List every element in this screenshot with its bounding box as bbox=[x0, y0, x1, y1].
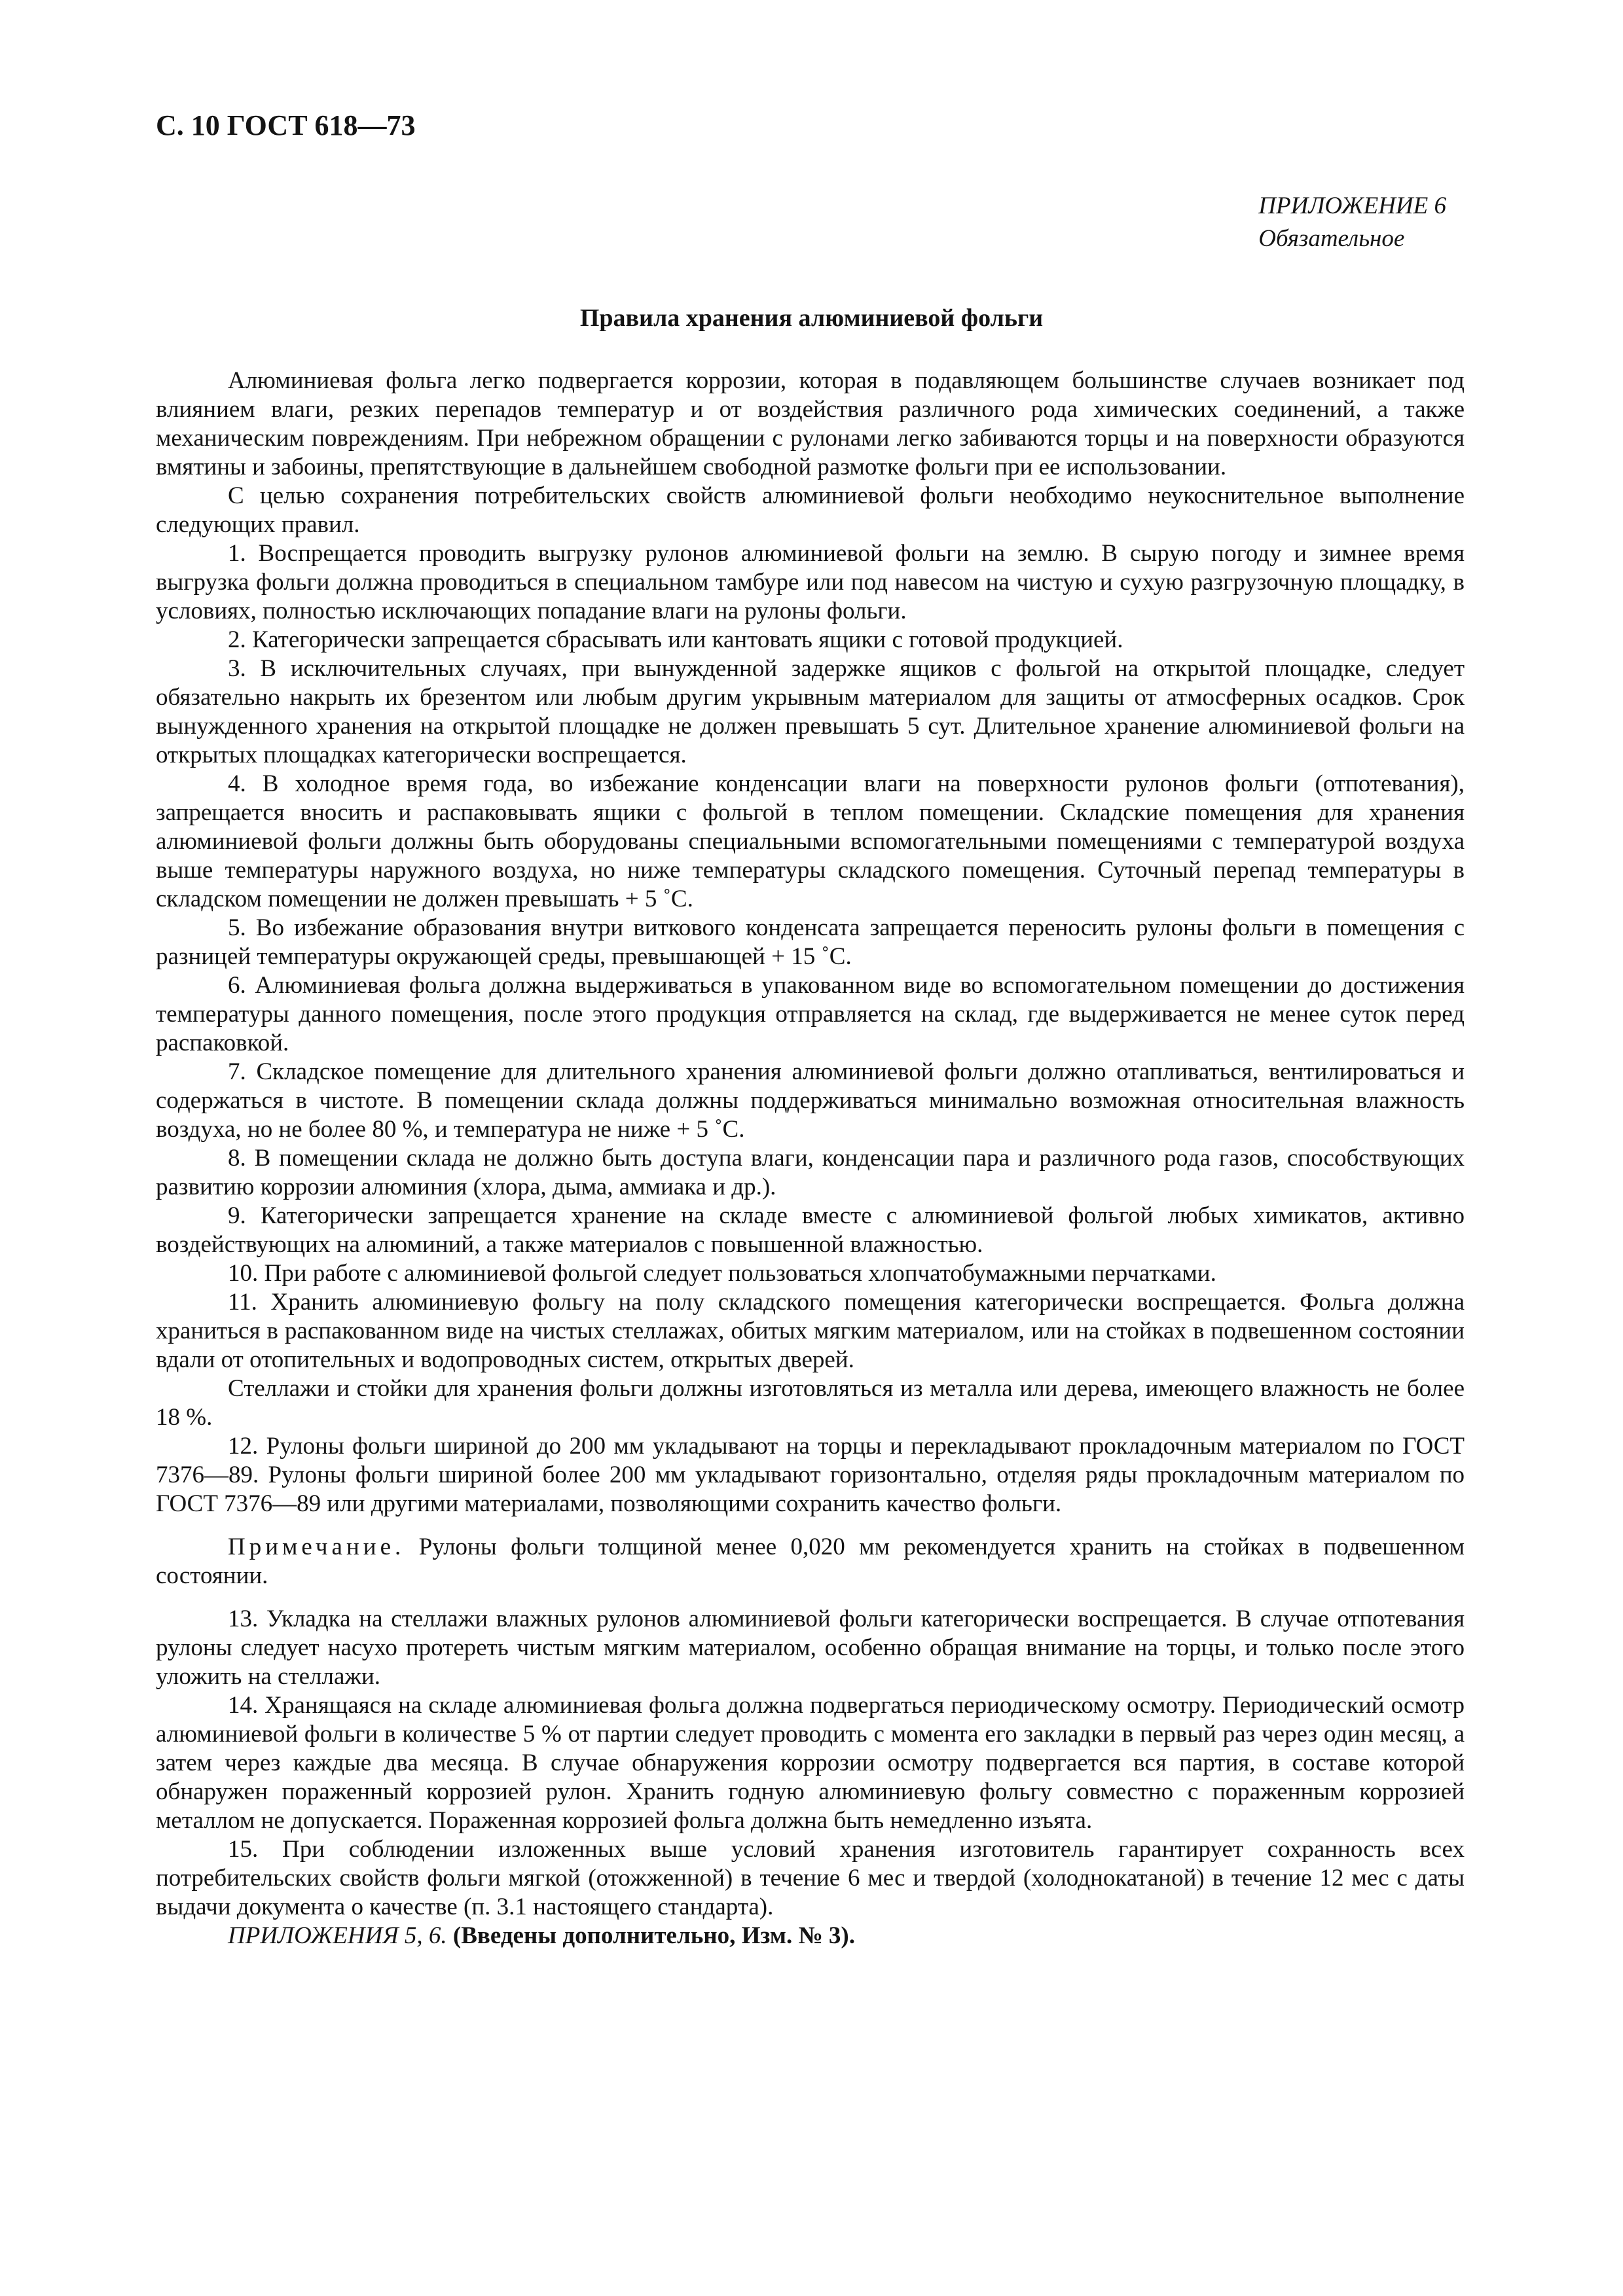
note-paragraph bbox=[156, 1533, 1465, 1590]
rule-4: 4. В холодное время года, во избежание конденсации влаги на поверхности рулонов фольги (отпотевания), запрещается вносить и распаковывать ящики с фольгой в теплом помещении. Складские помещения для хранения алюминиевой фольги должны быть оборудованы специальными вспомогательными помещениями с температурой воздуха выше температуры наружного воздуха, но ниже температуры складского помещения. Суточный перепад температуры в складском помещении не должен превышать + 5 ˚С. bbox=[156, 770, 1465, 912]
rule-5: 5. Во избежание образования внутри виткового конденсата запрещается переносить рулоны фольги в помещения с разницей температуры окружающей среды, превышающей + 15 ˚С. bbox=[156, 914, 1465, 970]
running-head: С. 10 ГОСТ 618—73 bbox=[156, 109, 416, 141]
rule-2: 2. Категорически запрещается сбрасывать или кантовать ящики с готовой продукцией. bbox=[228, 626, 1123, 653]
document-body bbox=[156, 367, 1465, 1950]
rule-10: 10. При работе с алюминиевой фольгой следует пользоваться хлопчатобумажными перчатками. bbox=[228, 1260, 1216, 1287]
intro-paragraph: Алюминиевая фольга легко подвергается коррозии, которая в подавляющем большинстве случаев возникает под влиянием влаги, резких перепадов температур и от воздействия различного рода химических соединений, а также механическим повреждениям. При небрежном обращении с рулонами легко забиваются торцы и на поверхности образуются вмятины и забоины, препятствующие в дальнейшем свободной размотке фольги при ее использовании. bbox=[156, 367, 1465, 480]
amendment-text: (Введены дополнительно, Изм. № 3). bbox=[452, 1922, 855, 1949]
intro-paragraph: С целью сохранения потребительских свойств алюминиевой фольги необходимо неукоснительное выполнение следующих правил. bbox=[156, 482, 1465, 538]
rule-9: 9. Категорически запрещается хранение на складе вместе с алюминиевой фольгой любых химикатов, активно воздействующих на алюминий, а также материалов с повышенной влажностью. bbox=[156, 1202, 1465, 1258]
rule-11: 11. Хранить алюминиевую фольгу на полу складского помещения категорически воспрещается. Фольга должна храниться в распакованном виде на чистых стеллажах, обитых мягким материалом, или на стойках в подвешенном состоянии вдали от отопительных и водопроводных систем, открытых дверей. bbox=[156, 1289, 1465, 1373]
appendix-label-block bbox=[1258, 190, 1446, 255]
note-label: Примечание. bbox=[228, 1534, 405, 1560]
rule-1: 1. Воспрещается проводить выгрузку рулонов алюминиевой фольги на землю. В сырую погоду и зимнее время выгрузка фольги должна проводиться в специальном тамбуре или под навесом на чистую и сухую разгрузочную площадку, в условиях, полностью исключающих попадание влаги на рулоны фольги. bbox=[156, 540, 1465, 624]
document-title: Правила хранения алюминиевой фольги bbox=[579, 304, 1044, 332]
rule-11-continuation: Стеллажи и стойки для хранения фольги должны изготовляться из металла или дерева, имеющего влажность не более 18 %. bbox=[156, 1375, 1465, 1431]
amendment-appendices: ПРИЛОЖЕНИЯ 5, 6. bbox=[228, 1922, 447, 1949]
amendment-note bbox=[156, 1922, 1465, 1950]
appendix-status: Обязательное bbox=[1258, 225, 1405, 252]
rule-12: 12. Рулоны фольги шириной до 200 мм укладывают на торцы и перекладывают прокладочным материалом по ГОСТ 7376—89. Рулоны фольги шириной более 200 мм укладывают горизонтально, отделяя ряды прокладочным материалом по ГОСТ 7376—89 или другими материалами, позволяющими сохранить качество фольги. bbox=[156, 1433, 1465, 1517]
rule-15: 15. При соблюдении изложенных выше условий хранения изготовитель гарантирует сохранность всех потребительских свойств фольги мягкой (отожженной) в течение 6 мес и твердой (холоднокатаной) в течение 12 мес с даты выдачи документа о качестве (п. 3.1 настоящего стандарта). bbox=[156, 1836, 1465, 1920]
rule-3: 3. В исключительных случаях, при вынужденной задержке ящиков с фольгой на открытой площадке, следует обязательно накрыть их брезентом или любым другим укрывным материалом для защиты от атмосферных осадков. Срок вынужденного хранения на открытой площадке не должен превышать 5 сут. Длительное хранение алюминиевой фольги на открытых площадках категорически воспрещается. bbox=[156, 655, 1465, 768]
rule-14: 14. Хранящаяся на складе алюминиевая фольга должна подвергаться периодическому осмотру. Периодический осмотр алюминиевой фольги в количестве 5 % от партии следует проводить с момента его закладки в первый раз через один месяц, а затем через каждые два месяца. В случае обнаружения коррозии осмотру подвергается вся партия, в составе которой обнаружен пораженный коррозией рулон. Хранить годную алюминиевую фольгу совместно с пораженным коррозией металлом не допускается. Пораженная коррозией фольга должна быть немедленно изъята. bbox=[156, 1692, 1465, 1834]
rule-6: 6. Алюминиевая фольга должна выдерживаться в упакованном виде во вспомогательном помещении до достижения температуры данного помещения, после этого продукция отправляется на склад, где выдерживается не менее суток перед распаковкой. bbox=[156, 972, 1465, 1056]
rule-8: 8. В помещении склада не должно быть доступа влаги, конденсации пара и различного рода газов, способствующих развитию коррозии алюминия (хлора, дыма, аммиака и др.). bbox=[156, 1145, 1465, 1200]
note-text: Рулоны фольги толщиной менее 0,020 мм рекомендуется хранить на стойках в подвешенном состоянии. bbox=[156, 1534, 1465, 1589]
rule-13: 13. Укладка на стеллажи влажных рулонов алюминиевой фольги категорически воспрещается. В случае отпотевания рулоны следует насухо протереть чистым мягким материалом, особенно обращая внимание на торцы, и только после этого уложить на стеллажи. bbox=[156, 1605, 1465, 1690]
appendix-label: ПРИЛОЖЕНИЕ 6 bbox=[1258, 192, 1446, 219]
rule-7: 7. Складское помещение для длительного хранения алюминиевой фольги должно отапливаться, вентилироваться и содержаться в чистоте. В помещении склада должны поддерживаться минимально возможная относительная влажность воздуха, но не более 80 %, и температура не ниже + 5 ˚С. bbox=[156, 1058, 1465, 1143]
